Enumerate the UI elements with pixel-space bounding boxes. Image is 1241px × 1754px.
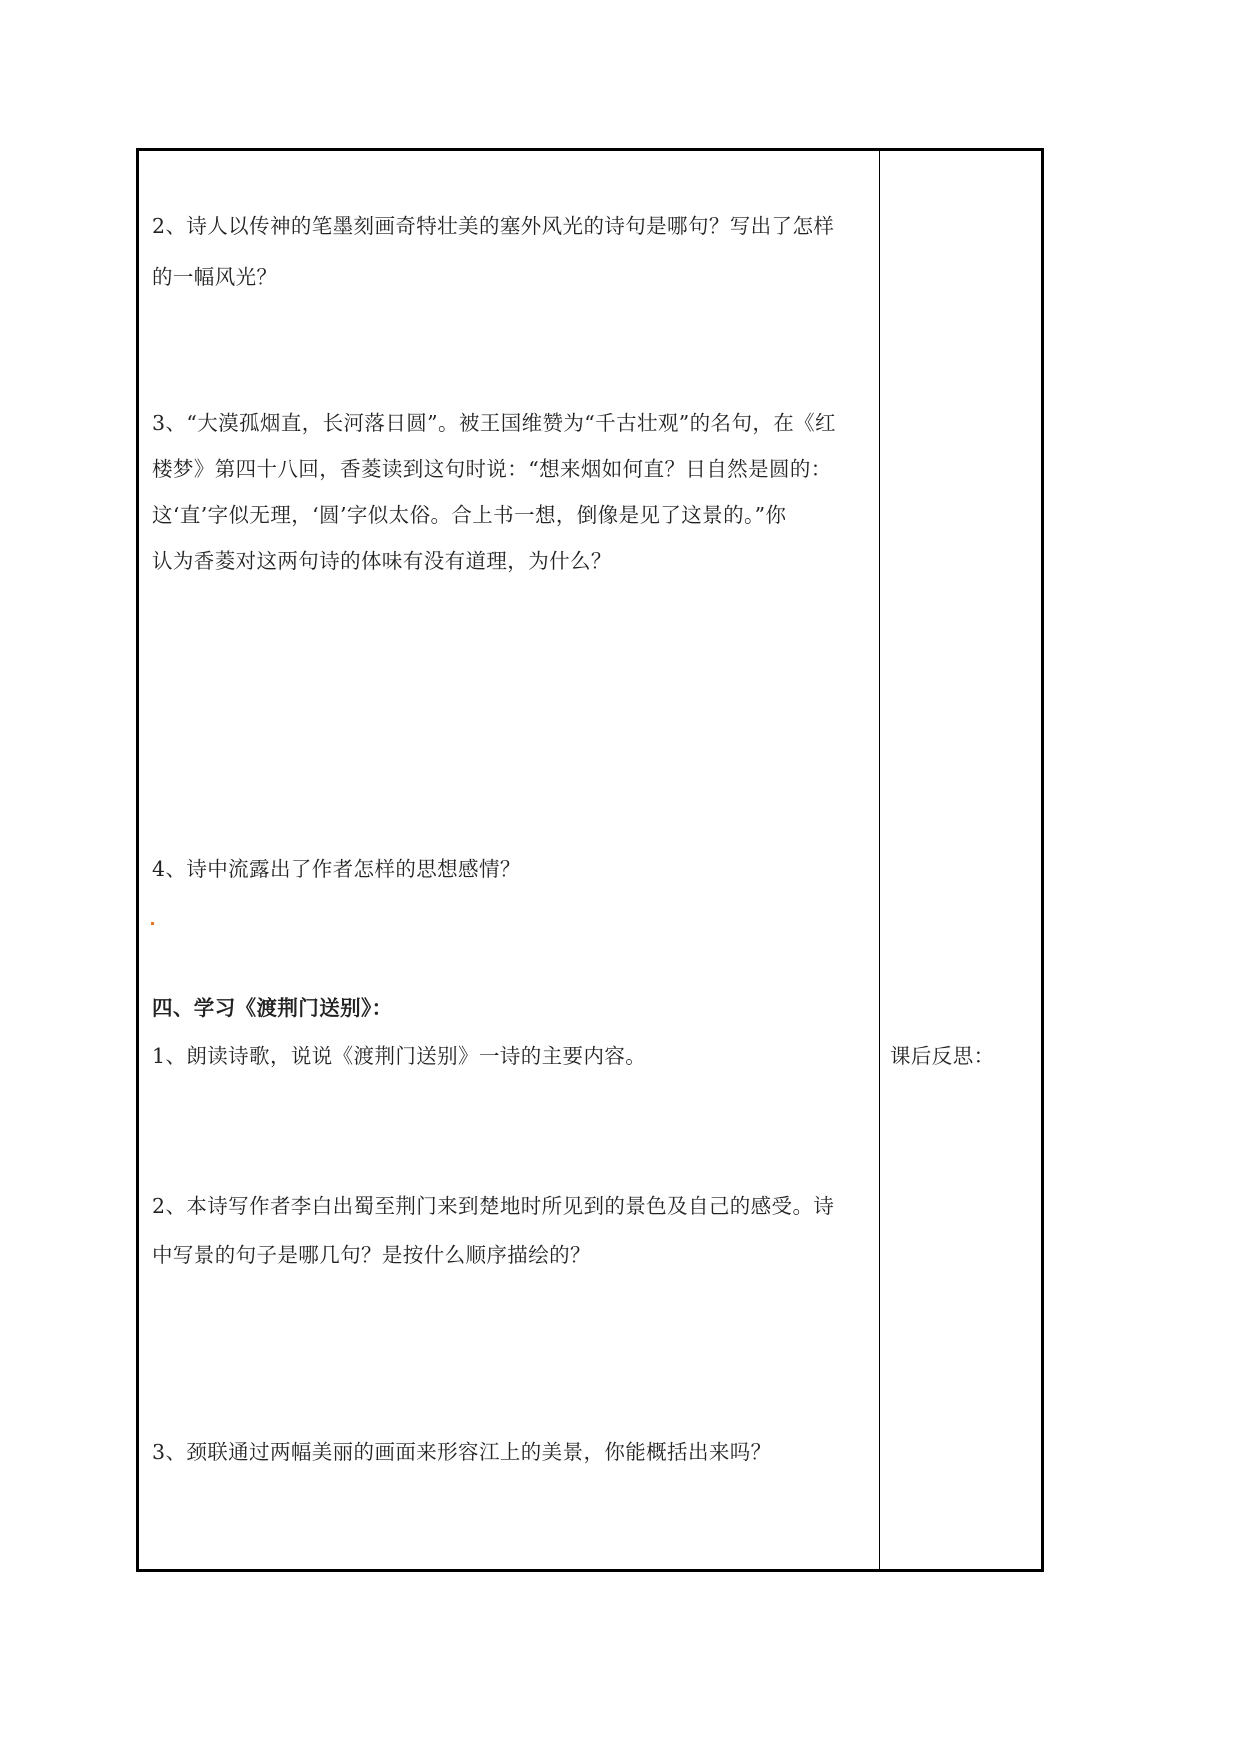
- question-4-line-1: 4、诗中流露出了作者怎样的思想感情？: [152, 857, 521, 881]
- section-4-question-1: 1、朗读诗歌，说说《渡荆门送别》一诗的主要内容。: [152, 1044, 647, 1068]
- question-3-line-4: 认为香菱对这两句诗的体味有没有道理，为什么？: [152, 549, 612, 573]
- section-4-question-2-line-1: 2、本诗写作者李白出蜀至荆门来到楚地时所见到的景色及自己的感受。诗: [152, 1194, 835, 1218]
- reflection-label: 课后反思：: [890, 1044, 995, 1068]
- section-4-question-2-line-2: 中写景的句子是哪几句？是按什么顺序描绘的？: [152, 1243, 591, 1267]
- question-3-line-2: 楼梦》第四十八回，香菱读到这句时说：“想来烟如何直？日自然是圆的：: [152, 457, 832, 481]
- column-divider: [879, 151, 880, 1569]
- section-4-heading: 四、学习《渡荆门送别》：: [152, 996, 393, 1020]
- section-4-question-3: 3、颈联通过两幅美丽的画面来形容江上的美景，你能概括出来吗？: [152, 1440, 772, 1464]
- lesson-table: [136, 148, 1044, 1572]
- orange-mark: [151, 922, 154, 925]
- question-2-line-1: 2、诗人以传神的笔墨刻画奇特壮美的塞外风光的诗句是哪句？写出了怎样: [152, 214, 835, 238]
- question-3-line-3: 这‘直’字似无理，‘圆’字似太俗。合上书一想，倒像是见了这景的。”你: [152, 503, 787, 527]
- question-3-line-1: 3、“大漠孤烟直，长河落日圆”。被王国维赞为“千古壮观”的名句，在《红: [152, 411, 836, 435]
- question-2-line-2: 的一幅风光？: [152, 265, 278, 289]
